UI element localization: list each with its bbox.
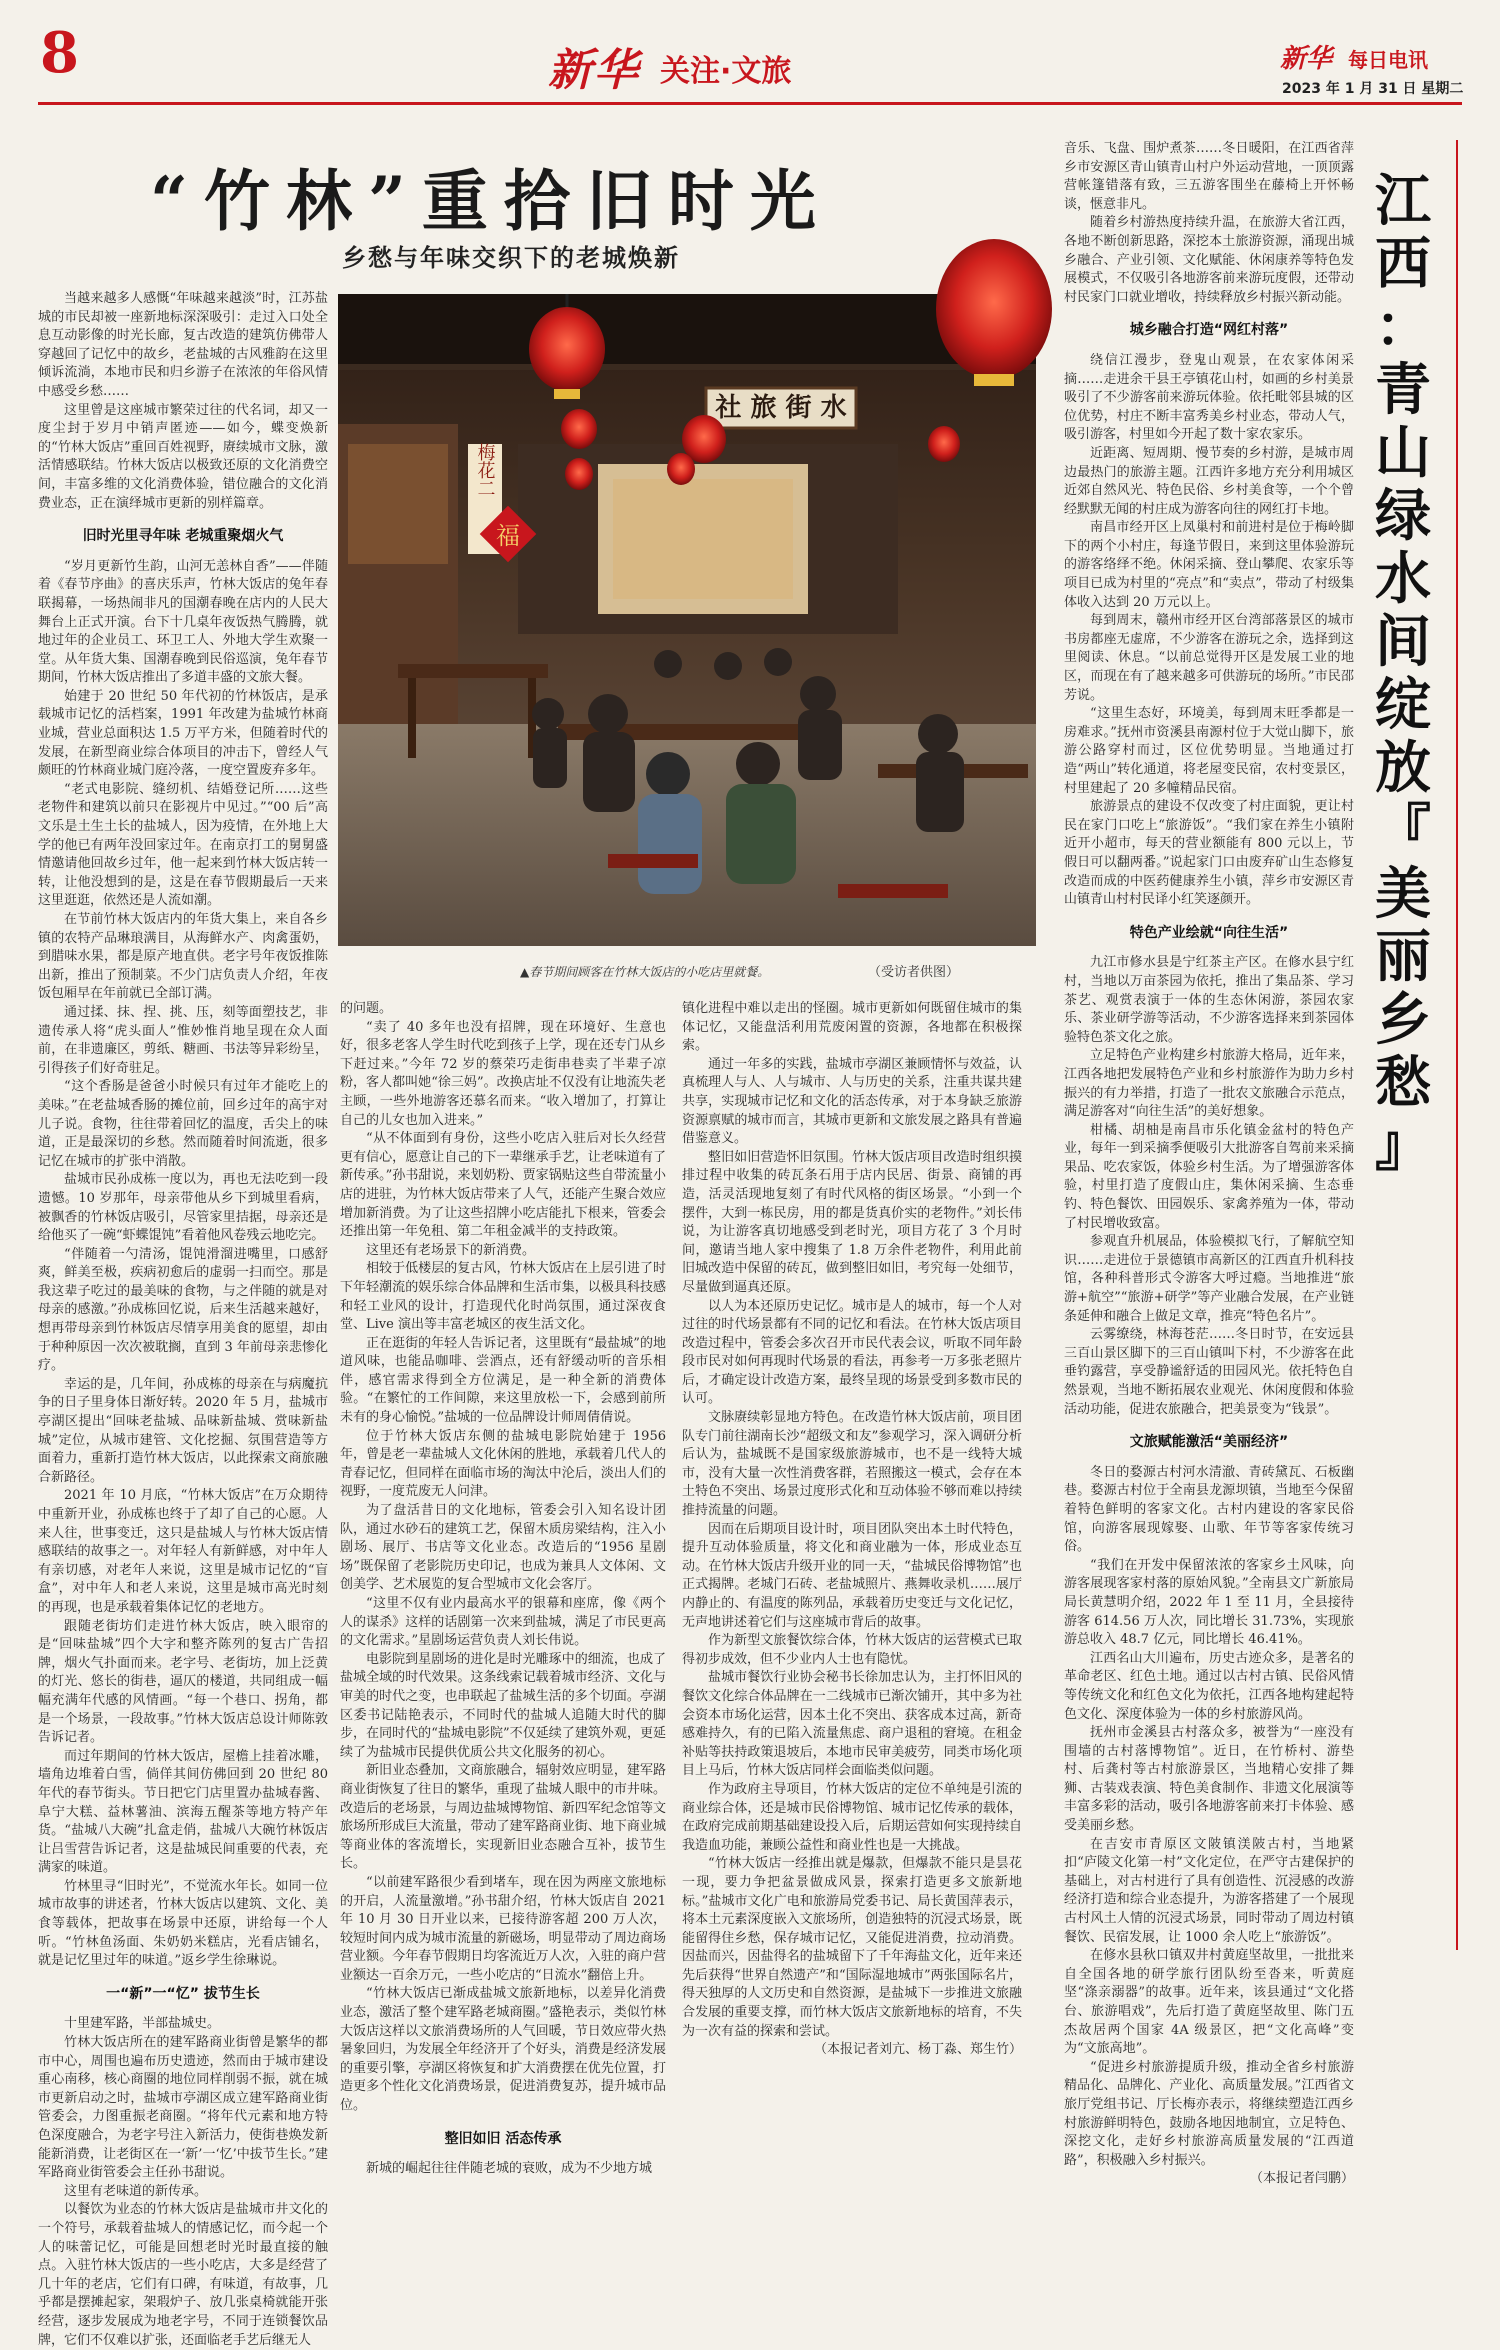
paragraph: 绕信江漫步，登鬼山观景，在农家体闲采摘……走进余干县王亭镇花山村，如画的乡村美景吸引了不少游客前来游玩体验。依托毗邻县城的区位优势，村庄不断丰富秀美乡村业态，带动人气，吸引游客，村里如今开起了数十家农家乐。	[1064, 352, 1354, 443]
section-subheading: 旧时光里寻年味 老城重聚烟火气	[82, 528, 284, 545]
paragraph: 竹林大饭店所在的建军路商业街曾是繁华的都市中心，周围也遍布历史遗迹，然而由于城市建设重心南移，核心商圈的地位同样削弱不振，就在城市更新启动之时，盐城市亭湖区成立建军路商业街管委会，力图重振老商圈。“将年代元素和地方特色深度融合，为老字号注入新活力，使街巷焕发新能新消费，让老街区在一‘新’一‘忆’中拔节生长。”建军路商业街管委会主任孙书甜说。	[38, 2035, 328, 2181]
paragraph: 镇化进程中难以走出的怪圈。城市更新如何既留住城市的集体记忆，又能盘活利用荒废闲置的资源，各地都在积极探索。	[682, 1001, 1022, 1054]
side-article-column	[1064, 140, 1354, 2187]
section-subheading: 特色产业绘就“向往生活”	[1129, 924, 1289, 941]
article-column-1	[38, 290, 328, 2348]
paragraph: “竹林大饭店已渐成盐城文旅新地标，以差异化消费业态，激活了整个建军路老城商圈。”盛艳表示，类似竹林大饭店这样以文旅消费场所的人气回暖，节日效应带火热暑象回归，为发展全年经济开了个好头，消费是经济发展的重要引擎，亭湖区将恢复和扩大消费摆在优先位置，打造更多个性化文化消费场景，促进消费复苏，提升城市品位。	[340, 1986, 666, 2114]
photo-caption: ▲春节期间顾客在竹林大饭店的小吃店里就餐。	[520, 965, 770, 979]
page-number: 8	[40, 20, 79, 86]
dateline: 2023 年 1 月 31 日 星期二	[1282, 81, 1464, 97]
paragraph: 跟随老街坊们走进竹林大饭店，映入眼帘的是“回味盐城”四个大字和整齐陈列的复古广告招牌，烟火气扑面而来。老字号、老街坊，加上泛黄的灯光、悠长的街巷，逼仄的楼道，共同组成一幅幅充满年代感的风情画。“每一个巷口、拐角，都是一个场景，一段故事。”竹林大饭店总设计师陈敦告诉记者。	[38, 1618, 328, 1746]
paragraph: 因而在后期项目设计时，项目团队突出本土时代特色，提升互动体验质量，将文化和商业融为一体，形成业态互动。在竹林大饭店升级开业的同一天，“盐城民俗博物馆”也正式揭牌。老城门石砖、老盐城照片、燕舞收录机……展厅内静止的、有温度的陈列品，承载着历史变迁与文化记忆，无声地讲述着它们与这座城市背后的故事。	[682, 1521, 1022, 1630]
title-char: 『	[1375, 798, 1431, 864]
paragraph: 冬日的婺源古村河水清澈、青砖黛瓦、石板幽巷。婺源古村位于全南县龙源坝镇，当地至今保留着特色鲜明的客家文化。古村内建设的客家民俗馆，向游客展现嫁娶、山歌、年节等客家传统习俗。	[1064, 1464, 1354, 1555]
paragraph: 相较于低楼层的复古风，竹林大饭店在上层引进了时下年轻潮流的娱乐综合体品牌和生活市集，以极具科技感和轻工业风的设计，打造现代化时尚氛围，通过深夜食堂、Live 演出等丰富老城区的夜生活文化。	[340, 1261, 666, 1333]
article-column-2	[340, 1000, 666, 2177]
paragraph: 以人为本还原历史记忆。城市是人的城市，每一个人对过往的时代场景都有不同的记忆和看法。在竹林大饭店项目改造过程中，管委会多次召开市民代表会议，听取不同年龄段市民对如何再现时代场景的看法，再参考一万多张老照片后，才确定设计改造方案，最终呈现的场景受到多数市民的认可。	[682, 1298, 1022, 1407]
section-subheading: 整旧如旧 活态传承	[444, 2130, 562, 2147]
title-char: 江	[1375, 168, 1431, 234]
paragraph: 在吉安市青原区文陂镇渼陂古村，当地紧扣“庐陵文化第一村”文化定位，在严守古建保护的基础上，对古村进行了具有创造性、沉浸感的改游经济打造和综合业态提升，为游客搭建了一个展现古村风土人情的沉浸式场景，同时带动了周边村镇餐饮、民宿发展，让 1000 余人吃上“旅游饭”。	[1064, 1836, 1354, 1945]
side-article-title	[1368, 170, 1438, 1178]
paragraph: 音乐、飞盘、围炉煮茶……冬日暖阳，在江西省萍乡市安源区青山镇青山村户外运动营地，一顶顶露营帐篷错落有致，三五游客围坐在藤椅上开怀畅谈，惬意非凡。	[1064, 141, 1354, 212]
subheadline: 乡愁与年味交织下的老城焕新	[342, 244, 680, 272]
section-subheading: 一“新”一“忆” 拔节生长	[106, 1985, 260, 2002]
paragraph: 这里曾是这座城市繁荣过往的代名词，却又一度尘封于岁月中销声匿迹——如今，蝶变焕新的“竹林大饭店”重回百姓视野，赓续城市文脉，激活情感联结。竹林大饭店以极致还原的文化消费空间，丰富多维的文化消费体验，错位融合的文化消费业态，正在演绎城市更新的别样篇章。	[38, 402, 328, 511]
paragraph: 以餐饮为业态的竹林大饭店是盐城市井文化的一个符号，承载着盐城人的情感记忆，而今起一个人的味蕾记忆，可能是回想老时光时最直接的触点。入驻竹林大饭店的一些小吃店，大多是经营了几十年的老店，它们有口碑，有味道，有故事，几乎都是摆摊起家，架瑕炉子、放几张桌椅就能开张经营，逐步发展成为地老字号，不同于连锁餐饮品牌，它们不仅难以扩张，还面临老手艺后继无人	[38, 2202, 328, 2348]
paragraph: 正在逛街的年轻人告诉记者，这里既有“最盐城”的地道风味，也能品咖啡、尝酒点，还有舒缓动听的音乐相伴，感官需求得到全方位满足，是一种全新的消费体验。“在繁忙的工作间隙，来这里放松一下，会感到前所未有的身心愉悦。”盐城的一位品牌设计师周倩倩说。	[340, 1335, 666, 1426]
title-char: 绿	[1375, 483, 1431, 549]
paragraph: 2021 年 10 月底，“竹林大饭店”在万众期待中重新开业，孙成栋也终于了却了自己的心愿。人来人往，世事变迁，这只是盐城人与竹林大饭店情感联结的故事之一。对年轻人有新鲜感，对中年人有亲切感，对老年人来说，这里是城市记忆的“盲盒”，对中年人和老人来说，这里是城市高光时刻的再现，也是承载着集体记忆的老地方。	[38, 1488, 328, 1615]
title-char: 绽	[1375, 672, 1431, 738]
restaurant-photo	[338, 294, 1036, 946]
paragraph: 参观直升机展品，体验模拟飞行，了解航空知识……走进位于景德镇市高新区的江西直升机科技馆，各种科普形式令游客大呼过瘾。当地推进“旅游+航空”“旅游+研学”等产业融合发展，在产业链条延伸和融合上做足文章，推亮“特色名片”。	[1064, 1234, 1354, 1324]
title-char: 愁	[1375, 1050, 1431, 1116]
paragraph: 在修水县秋口镇双井村黄庭坚故里，一批批来自全国各地的研学旅行团队纷至沓来，听黄庭坚“涤亲溺器”的故事。近年来，该县通过“文化搭台、旅游唱戏”，先后打造了黄庭坚故里、陈门五杰故居两个国家 4A 级景区，把“文化高峰”变为“文旅高地”。	[1064, 1948, 1354, 2057]
brand-logo: 新华	[548, 45, 640, 96]
right-brand-logo: 新华	[1280, 44, 1333, 74]
title-char: 放	[1375, 735, 1431, 801]
paragraph: 而过年期间的竹林大饭店，屋檐上挂着冰雕，墙角边堆着白雪，倘佯其间仿佛回到 20 世纪 80 年代的春节街头。节日把它门店里置办盐城春酱、阜宁大糕、益林薯油、滨海五醒茶等地方特产年货。“盐城八大碗”扎盒走俏，盐城八大碗竹林饭店让吕雪营告诉记者，这是盐城民间重要的代表，充满家的味道。	[38, 1748, 328, 1876]
paragraph: 整旧如旧营造怀旧氛围。竹林大饭店项目改造时组织摸排过程中收集的砖瓦条石用于店内民居、街景、商铺的再造，活灵活现地复刻了有时代风格的街区场景。“小到一个摆件，大到一栋民房，用的都是货真价实的老物件。”刘长伟说，为让游客真切地感受到老时光，项目方花了 3 个月时间，邀请当地人家中搜集了 1.8 万余件老物件，利用此前旧城改造中保留的砖瓦，做到整旧如旧，考究每一处细节，尽量做到逼真还原。	[682, 1149, 1022, 1295]
paragraph: 位于竹林大饭店东侧的盐城电影院始建于 1956 年，曾是老一辈盐城人文化休闲的胜地，承载着几代人的青春记忆，但同样在面临市场的淘汰中沦后，淡出人们的视野，一度荒废无人问津。	[340, 1428, 666, 1500]
title-char: ：	[1375, 294, 1431, 360]
paragraph: 作为新型文旅餐饮综合体，竹林大饭店的运营模式已取得初步成效，但不少业内人士也有隐忧。	[682, 1633, 1022, 1667]
paragraph: 盐城市民孙成栋一度以为，再也无法吃到一段遗憾。10 岁那年，母亲带他从乡下到城里看病，被飘香的竹林饭店吸引，尽管家里拮据，母亲还是给他买了一碗“虾蝶馄饨”看着他风卷残云地吃完。	[38, 1172, 328, 1244]
paragraph: 的问题。	[340, 1001, 393, 1016]
paragraph: “岁月更新竹生韵，山河无恙林自香”——伴随着《春节序曲》的喜庆乐声，竹林大饭店的兔年春联揭幕，一场热闹非凡的国潮春晚在店内的人民大舞台上正式开演。台下十几桌年夜饭热气腾腾，就地过年的企业员工、环卫工人、外地大学生欢聚一堂。从年货大集、国潮春晚到民俗巡演，兔年春节期间，竹林大饭店推出了多道丰盛的文旅大餐。	[38, 558, 328, 686]
paragraph: 立足特色产业构建乡村旅游大格局，近年来，江西各地把发展特色产业和乡村旅游作为助力乡村振兴的有力举措，打造了一批农文旅融合示范点，满足游客对“向往生活”的美好想象。	[1064, 1048, 1354, 1120]
paragraph: 新城的崛起往往伴随老城的衰败，成为不少地方城	[366, 2161, 653, 2177]
paragraph: 柑橘、胡柚是南昌市乐化镇金盆村的特色产业，每年一到采摘季便吸引大批游客自驾前来采摘果品、吃农家饭，体验乡村生活。为了增强游客体验，村里打造了度假山庄，集休闲采摘、生态垂钓、特色餐饮、田园娱乐、家禽养殖为一体，带动了村民增收致富。	[1064, 1122, 1354, 1231]
photo-illustration	[338, 294, 1036, 946]
paragraph: 十里建军路，半部盐城史。	[64, 2016, 221, 2032]
masthead-rule	[38, 102, 1462, 105]
side-rule	[1456, 140, 1458, 1950]
byline: （本报记者刘亢、杨丁淼、郑生竹）	[813, 2042, 1022, 2058]
title-char: 乡	[1375, 987, 1431, 1053]
paragraph: 幸运的是，几年间，孙成栋的母亲在与病魔抗争的日子里身体日渐好转。2020 年 5 月，盐城市亭湖区提出“回味老盐城、品味新盐城、赏味新盐城”定位，从城市建管、文化挖掘、氛围营造等方面着力，重新打造竹林大饭店，以此探索文商旅融合新路径。	[38, 1376, 328, 1485]
paragraph: 随着乡村游热度持续升温，在旅游大省江西，各地不断创新思路，深挖本土旅游资源，涌现出城乡融合、产业引领、文化赋能、休闲康养等特色发展模式，不仅吸引各地游客前来游玩度假，还带动村民家门口就业增收，持续释放乡村振兴新动能。	[1064, 215, 1354, 305]
title-char: 水	[1375, 546, 1431, 612]
paragraph: 通过揉、抹、捏、挑、压，刻等面塑技艺，非遗传承人将“虎头面人”惟妙惟肖地呈现在众人面前，在非遗廉区，剪纸、糖画、书法等异彩纷呈，引得孩子们好奇驻足。	[38, 1004, 328, 1076]
paragraph: 电影院到星剧场的进化是时光雕琢中的细流，也成了盐城全域的时代效果。这条线索记载着城市经济、文化与审美的时代之变，也串联起了盐城生活的多个切面。亭湖区委书记陆艳表示，不同时代的盐城人追随大时代的脚步，在同时代的“盐城电影院”不仅延续了建筑外观，更延续了为盐城市民提供优质公共文化服务的初心。	[340, 1651, 666, 1760]
paragraph: 每到周末，赣州市经开区台湾部落景区的城市书房都座无虚席，不少游客在游玩之余，选择到这里阅读、休息。“以前总觉得开区是发展工业的地区，而现在有了越来越多可供游玩的场所。”市民邵芳说。	[1064, 613, 1354, 703]
paragraph: 当越来越多人感慨“年味越来越淡”时，江苏盐城的市民却被一座新地标深深吸引：走过入口处全息互动影像的时光长廊，复古改造的建筑仿佛带人穿越回了记忆中的故乡，老盐城的古风雅韵在这里倾诉流淌，本地市民和归乡游子在浓浓的年俗风情中感受乡愁……	[38, 291, 328, 399]
paragraph: 在节前竹林大饭店内的年货大集上，来自各乡镇的农特产品琳琅满目，从海鲜水产、肉禽蛋奶，到腊味水果，都是原产地直供。老字号年夜饭推陈出新，推出了预制菜。不少门店负责人介绍，年夜饭包厢早在年前就已全部订满。	[38, 912, 328, 1002]
paragraph: “这里生态好，环境美，每到周末旺季都是一房难求。”抚州市资溪县南源村位于大觉山脚下，旅游公路穿村而过，区位优势明显。当地通过打造“两山”转化通道，将老屋变民宿，农村变景区，村里建起了 20 多幢精品民宿。	[1064, 706, 1354, 796]
photo-credit: （受访者供图）	[868, 965, 960, 980]
headline: “竹林”重拾旧时光	[150, 162, 832, 240]
paragraph: 竹林里寻“旧时光”，不觉流水年长。如同一位城市故事的讲述者，竹林大饭店以建筑、文化、美食等载体，把故事在场景中还原，讲给每一个人听。“竹林鱼汤面、朱奶奶米糕店，光看店铺名，就是记忆里过年的味道。”返乡学生徐琳说。	[38, 1878, 328, 1969]
paragraph: “这个香肠是爸爸小时候只有过年才能吃上的美味。”在老盐城香肠的摊位前，回乡过年的高宇对儿子说。食物，往往带着回忆的温度，舌尖上的味道，正是最深切的乡愁。然而随着时间流逝，很多记忆在城市的扩张中消散。	[38, 1079, 328, 1169]
title-char: 山	[1375, 420, 1431, 486]
paragraph: “伴随着一勺清汤，馄饨滑溜进嘴里，口感舒爽，鲜美至极，疾病初愈后的虚弱一扫而空。那是我这辈子吃过的最美味的食物，与之伴随的就是对母亲的感激。”孙成栋回忆说，后来生活越来越好，想再带母亲到竹林饭店尽情享用美食的愿望，却由于种种原因一次次被耽搁，直到 3 年前母亲悲惨化疗。	[38, 1246, 328, 1374]
title-char: 青	[1375, 357, 1431, 423]
article-column-3	[682, 1000, 1022, 2150]
paragraph: “这里不仅有业内最高水平的银幕和座席，像《两个人的谋杀》这样的话剧第一次来到盐城，满足了市民更高的文化需求。”星剧场运营负责人刘长伟说。	[340, 1596, 666, 1649]
paragraph: 旅游景点的建设不仅改变了村庄面貌，更让村民在家门口吃上“旅游饭”。“我们家在养生小镇附近开小超市，每天的营业额能有 800 元以上，节假日可以翻两番。”说起家门口由废弃矿山生态修复改造而成的中医药健康养生小镇，萍乡市安源区青山镇青山村村民译小红笑逐颜开。	[1064, 799, 1354, 908]
paragraph: 这里有老味道的新传承。	[64, 2183, 208, 2199]
title-char: 西	[1375, 231, 1431, 297]
paragraph: “卖了 40 多年也没有招牌，现在环境好、生意也好，很多老客人学生时代吃到孩子上学，现在还专门从乡下赶过来。”今年 72 岁的蔡荣巧走街串巷卖了半辈子凉粉，客人都叫她“徐三妈”。改换店址不仅没有让地流失老主顾，一些外地游客还慕名而来。“收入增加了，打算让自己的儿女也加入进来。”	[340, 1019, 666, 1128]
byline: （本报记者闫鹏）	[1249, 2171, 1354, 2187]
paragraph: “老式电影院、缝纫机、结婚登记所……这些老物件和建筑以前只在影视片中见过。”“00 后”高文乐是土生土长的盐城人，因为疫情，在外地上大学的他已有两年没回家过年。在南京打工的舅舅盛情邀请他回故乡过年，他一起来到竹林大饭店转一转，让他没想到的是，这是在春节假期最后一天来这里逛逛，依然还是人流如潮。	[38, 781, 328, 909]
banner-sign: 社 旅 街 水	[715, 393, 847, 423]
paragraph: 云雾缭绕，林海苍茫……冬日时节，在安远县三百山景区脚下的三百山镇叫下村，不少游客在此垂钓露营，享受静谧舒适的田园风光。依托特色自然景观，当地不断拓展农业观光、休闲度假和体验活动功能，促进农旅融合，把美景变为“钱景”。	[1064, 1327, 1354, 1417]
paragraph: “我们在开发中保留浓浓的客家乡土风味，向游客展现客家村落的原始风貌。”全南县文广新旅局局长黄慧明介绍，2022 年 1 至 11 月，全县接待游客 614.56 万人次，同比增长 31.73%，实现旅游总收入 48.7 亿元，同比增长 46.41%。	[1064, 1557, 1354, 1648]
section-subheading: 文旅赋能激活“美丽经济”	[1129, 1434, 1289, 1451]
paragraph: “以前建军路很少看到堵车，现在因为两座文旅地标的开启，人流量激增。”孙书甜介绍，竹林大饭店自 2021 年 10 月 30 日开业以来，已接待游客超 200 万人次，较短时间内成为城市流量的新磁场，明显带动了周边商场营业额。今年春节假期日均客流近万人次，入驻的商户营业额达一百余万元，一些小吃店的“日流水”翻倍上升。	[340, 1874, 666, 1983]
paragraph: 抚州市金溪县古村落众多，被誉为“一座没有围墙的古村落博物馆”。近日，在竹桥村、游垫村、后龚村等古村旅游景区，当地精心安排了舞狮、古装戏表演、特色美食制作、非遗文化展演等丰富多彩的活动，吸引各地游客前来打卡体验、感受美丽乡愁。	[1064, 1725, 1354, 1834]
title-char: 美	[1375, 861, 1431, 927]
paragraph: 这里还有老场景下的新消费。	[366, 1242, 536, 1258]
section-title: 关注·文旅	[660, 54, 792, 89]
paragraph: “竹林大饭店一经推出就是爆款，但爆款不能只是昙花一现，要力争把盆景做成风景，探索打造更多文旅新地标。”盐城市文化广电和旅游局党委书记、局长黄国萍表示，将本土元素深度嵌入文旅场所，创造独特的沉浸式场景，既能留得住乡愁，保存城市记忆，又能促进消费，拉动消费。因盐而兴，因盐得名的盐城留下了千年海盐文化，近年来还先后获得“世界自然遗产”和“国际湿地城市”两张国际名片，得天独厚的人文历史和自然资源，是盐城下一步推进文旅融合发展的重要支撑，而竹林大饭店文旅新地标的培育，不失为一次有益的探索和尝试。	[682, 1856, 1022, 2039]
paragraph: 新旧业态叠加，文商旅融合，辐射效应明显，建军路商业街恢复了往日的繁华，重现了盐城人眼中的市井味。改造后的老场景，与周边盐城博物馆、新四军纪念馆等文旅场所形成巨大流量，带动了建军路商业街、地下商业城等商业体的客流增长，实现新旧业态融合互补，拔节生长。	[340, 1763, 666, 1872]
paragraph: “从不体面到有身份，这些小吃店入驻后对长久经营更有信心，愿意让自己的下一辈继承手艺，让老味道有了新传承。”孙书甜说，来划奶粉、贾家锅贴这些自带流量小店的进驻，为竹林大饭店带来了人气，还能产生聚合效应增加新消费。为了让这些招牌小吃店能扎下根来，管委会还推出第一年免租、第二年租金减半的支持政策。	[340, 1131, 666, 1240]
paragraph: 文脉赓续彰显地方特色。在改造竹林大饭店前，项目团队专门前往湖南长沙“超级文和友”参观学习，深入调研分析后认为，盐城既不是国家级旅游城市，也不是一线特大城市，没有大量一次性消费客群，若照搬这一模式，会存在本土特色不突出、场景过度形式化和互动体验不够而难以持续推持流量的问题。	[682, 1410, 1022, 1519]
right-brand-suffix: 每日电讯	[1348, 48, 1428, 72]
paragraph: 九江市修水县是宁红茶主产区。在修水县宁红村，当地以万亩茶园为依托，推出了集品茶、学习茶艺、观赏表演于一体的生态休闲游，茶园农家乐、茶业研学游等活动，不少游客选择来到茶园体验特色茶文化之旅。	[1064, 955, 1354, 1045]
title-char: 』	[1375, 1113, 1431, 1179]
paragraph: “促进乡村旅游提质升级，推动全省乡村旅游精品化、品牌化、产业化、高质量发展。”江西省文旅厅党组书记、厅长梅亦表示，将继续塑造江西乡村旅游鲜明特色，鼓励各地因地制宜，立足特色、深挖文化，走好乡村旅游高质量发展的“江西道路”，积极融入乡村振兴。	[1064, 2059, 1354, 2168]
paragraph: 盐城市餐饮行业协会秘书长徐加忠认为，主打怀旧风的餐饮文化综合体品牌在一二线城市已渐次铺开，其中多为社会资本市场化运营，因本土化不突出、获客成本过高，新奇感难持久，有的已陷入流量焦虑、商户退租的窘境。在租金补贴等扶持政策退坡后，本地市民审美疲劳，同类市场化项目上马后，竹林大饭店同样会面临类似问题。	[682, 1670, 1022, 1779]
side-sign: 梅花二	[474, 443, 496, 497]
paragraph: 始建于 20 世纪 50 年代初的竹林饭店，是承载城市记忆的活档案，1991 年改建为盐城竹林商业城，营业总面积达 1.5 万平方米，但随着时代的发展，在新型商业综合体项目的冲击下，曾经人气颇旺的竹林商业城门庭冷落，一度空置废弃多年。	[38, 688, 328, 779]
paragraph: 通过一年多的实践，盐城市亭湖区兼顾情怀与效益，认真梳理人与人、人与城市、人与历史的关系，注重共谋共建共享，实现城市记忆和文化的活态传承，对于本身缺乏旅游资源禀赋的城市而言，其城市更新和文旅发展之路具有普遍借鉴意义。	[682, 1056, 1022, 1147]
section-subheading: 城乡融合打造“网红村落”	[1129, 322, 1289, 339]
paragraph: 作为政府主导项目，竹林大饭店的定位不单纯是引流的商业综合体，还是城市民俗博物馆、城市记忆传承的载体，在政府完成前期基础建设投入后，后期运营如何实现持续自我造血功能，兼顾公益性和商业性也是一大挑战。	[682, 1781, 1022, 1853]
title-char: 间	[1375, 609, 1431, 675]
paragraph: 近距离、短周期、慢节奏的乡村游，是城市周边最热门的旅游主题。江西许多地方充分利用城区近郊自然风光、特色民俗、乡村美食等，一个个曾经默默无闻的村庄成为游客向往的网红打卡地。	[1064, 445, 1354, 517]
paragraph: 江西名山大川遍布，历史古迹众多，是著名的革命老区、红色土地。通过以古村古镇、民俗风情等传统文化和红色文化为依托，江西各地构建起特色文化、深度体验为一体的乡村旅游风尚。	[1064, 1650, 1354, 1722]
paragraph: 南昌市经开区上凤巢村和前进村是位于梅岭脚下的两个小村庄，每逢节假日，来到这里体验游玩的游客络绎不绝。休闲采摘、登山攀爬、农家乐等项目已成为村里的“亮点”和“卖点”，带动了村级集体收入达到 20 万元以上。	[1064, 520, 1354, 610]
paragraph: 为了盘活昔日的文化地标，管委会引入知名设计团队，通过水砂石的建筑工艺，保留木质房梁结构，注入小剧场、展厅、书店等文化业态。改造后的“1956 星剧场”既保留了老影院历史印记，也成为兼具人文体闲、文创美学、艺术展览的复合型城市文化会客厅。	[340, 1503, 666, 1593]
fu-character: 福	[496, 522, 520, 550]
title-char: 丽	[1375, 924, 1431, 990]
